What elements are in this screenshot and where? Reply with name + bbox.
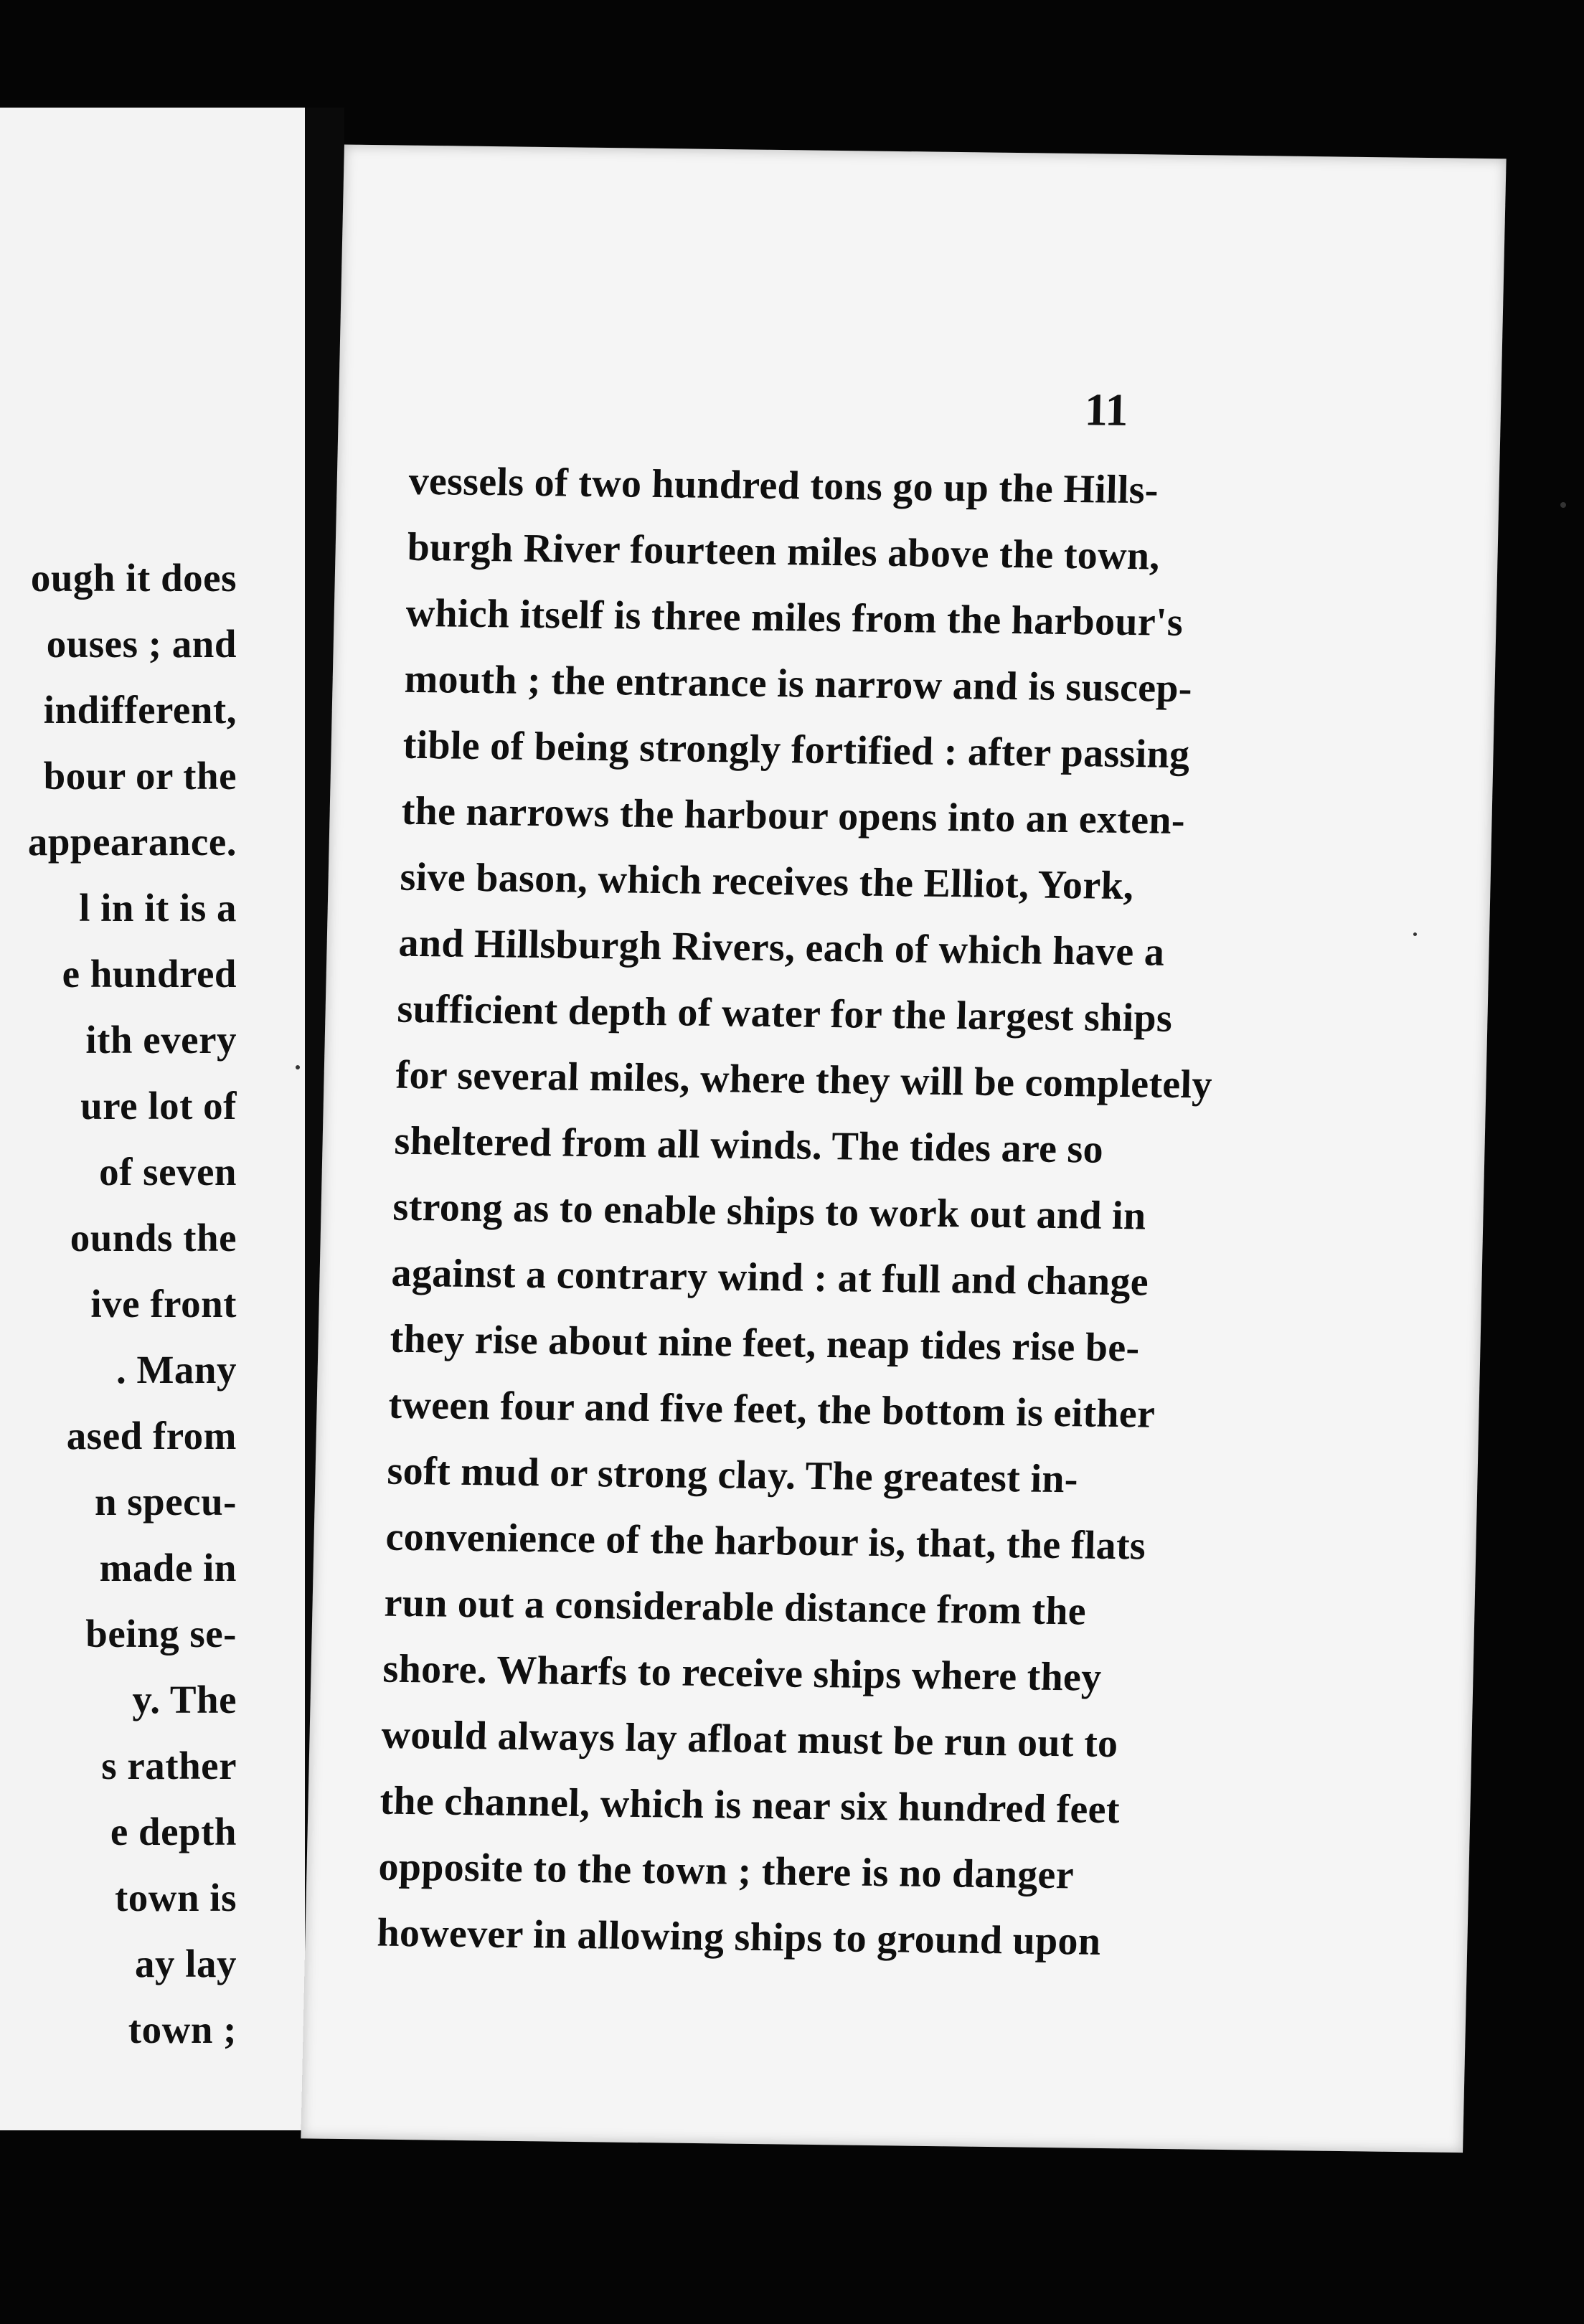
left-line: s rather xyxy=(101,1744,237,1787)
left-line: bour or the xyxy=(43,754,237,798)
text-line: vessels of two hundred tons go up the Hills- xyxy=(408,458,1159,513)
left-line: ay lay xyxy=(134,1942,237,1985)
text-line: sufficient depth of water for the largest ships xyxy=(397,986,1173,1041)
left-line: appearance. xyxy=(27,820,237,864)
text-line: the channel, which is near six hundred feet xyxy=(379,1778,1121,1833)
text-line: soft mud or strong clay. The greatest in- xyxy=(386,1448,1079,1502)
text-line: the narrows the harbour opens into an exten- xyxy=(401,788,1186,844)
left-line: being se- xyxy=(85,1612,237,1655)
scan-speck xyxy=(296,1065,300,1069)
right-page xyxy=(211,143,1513,2153)
text-line: for several miles, where they will be completely xyxy=(395,1052,1213,1107)
text-line: would always lay afloat must be run out to xyxy=(380,1712,1119,1767)
text-line: and Hillsburgh Rivers, each of which have a xyxy=(398,920,1165,975)
text-line: convenience of the harbour is, that, the flats xyxy=(385,1514,1146,1569)
left-line: y. The xyxy=(132,1678,237,1721)
left-line: e depth xyxy=(110,1810,237,1853)
text-line: burgh River fourteen miles above the town, xyxy=(407,524,1161,579)
left-line: ounds the xyxy=(70,1216,237,1260)
left-line: town is xyxy=(114,1876,237,1919)
text-line: mouth ; the entrance is narrow and is suscep- xyxy=(404,656,1193,712)
text-line: they rise about nine feet, neap tides rise be- xyxy=(389,1316,1141,1371)
left-line: of seven xyxy=(99,1150,237,1194)
text-line: tible of being strongly fortified : after passing xyxy=(402,722,1190,778)
left-line: ouses ; and xyxy=(46,622,237,666)
left-line: n specu- xyxy=(94,1480,237,1524)
left-line: made in xyxy=(99,1546,237,1590)
text-line: which itself is three miles from the harbour's xyxy=(405,590,1184,645)
left-line: ough it does xyxy=(30,556,237,600)
left-line: e hundred xyxy=(62,952,237,996)
text-line: tween four and five feet, the bottom is either xyxy=(387,1382,1156,1437)
left-line: ive front xyxy=(90,1282,237,1326)
page-number: 11 xyxy=(1084,384,1129,435)
text-line: run out a considerable distance from the xyxy=(383,1580,1087,1634)
left-line: town ; xyxy=(128,2008,237,2051)
left-line: ure lot of xyxy=(80,1084,237,1128)
left-line: . Many xyxy=(116,1348,237,1392)
text-line: against a contrary wind : at full and change xyxy=(390,1250,1149,1305)
text-line: however in allowing ships to ground upon xyxy=(376,1910,1101,1964)
left-line: l in it is a xyxy=(79,886,237,930)
text-line: strong as to enable ships to work out and in xyxy=(392,1184,1147,1239)
scan-speck xyxy=(1560,502,1566,508)
left-line: ith every xyxy=(85,1018,237,1062)
left-line: ased from xyxy=(66,1414,237,1458)
text-line: sheltered from all winds. The tides are so xyxy=(394,1118,1104,1172)
text-line: opposite to the town ; there is no danger xyxy=(377,1844,1075,1898)
left-line: indifferent, xyxy=(43,688,237,732)
text-line: shore. Wharfs to receive ships where they xyxy=(382,1646,1103,1700)
text-line: sive bason, which receives the Elliot, York, xyxy=(400,854,1134,909)
scan-speck xyxy=(1413,932,1417,936)
